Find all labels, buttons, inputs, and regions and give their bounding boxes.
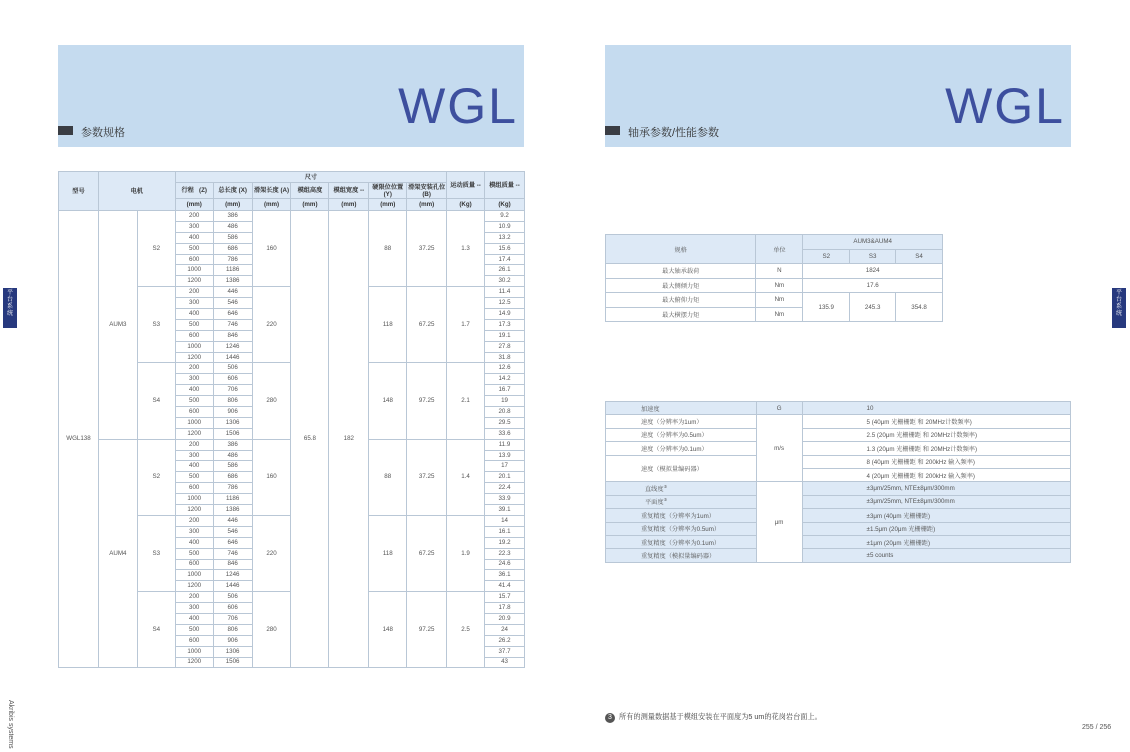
cell-total-length: 1386 bbox=[213, 276, 252, 287]
cell-module-mass: 17 bbox=[485, 461, 525, 472]
bearing-row-label: 最大轴承载荷 bbox=[606, 264, 756, 279]
footnote bbox=[605, 712, 822, 723]
header-slide-length: 滑架长度 (A) bbox=[252, 183, 291, 199]
cell-total-length: 786 bbox=[213, 254, 252, 265]
cell-module-mass: 24 bbox=[485, 624, 525, 635]
cell-mount-hole: 37.25 bbox=[407, 439, 447, 515]
cell-coil: S4 bbox=[137, 363, 175, 439]
page-number: 255 / 256 bbox=[1082, 724, 1112, 731]
cell-stroke: 1200 bbox=[175, 505, 213, 516]
cell-total-length: 1386 bbox=[213, 505, 252, 516]
cell-stroke: 400 bbox=[175, 537, 213, 548]
perf-speed-value: 1.3 (20μm 光栅栅距 和 20MHz计数频率) bbox=[802, 442, 1070, 455]
bearing-header-unit: 单位 bbox=[756, 235, 803, 264]
cell-module-mass: 41.4 bbox=[485, 581, 525, 592]
bearing-moment-s2: 135.9 bbox=[803, 293, 850, 322]
cell-stroke: 400 bbox=[175, 461, 213, 472]
bearing-moment-s4: 354.8 bbox=[896, 293, 943, 322]
cell-stroke: 1000 bbox=[175, 417, 213, 428]
cell-module-mass: 15.6 bbox=[485, 243, 525, 254]
cell-total-length: 706 bbox=[213, 385, 252, 396]
cell-coil: S3 bbox=[137, 287, 175, 363]
cell-slide-length: 220 bbox=[252, 287, 291, 363]
cell-module-mass: 19.1 bbox=[485, 330, 525, 341]
cell-total-length: 1246 bbox=[213, 570, 252, 581]
cell-stroke: 1000 bbox=[175, 570, 213, 581]
cell-stroke: 1000 bbox=[175, 494, 213, 505]
unit-mm: (mm) bbox=[213, 199, 252, 211]
cell-module-mass: 13.2 bbox=[485, 232, 525, 243]
cell-mount-hole: 97.25 bbox=[407, 592, 447, 668]
cell-motor: AUM4 bbox=[98, 439, 137, 668]
cell-slide-length: 160 bbox=[252, 211, 291, 287]
cell-module-mass: 22.3 bbox=[485, 548, 525, 559]
bearing-row-unit: Nm bbox=[756, 293, 803, 308]
header-hard-stop: 硬限位位置 (Y) bbox=[369, 183, 407, 199]
cell-stroke: 500 bbox=[175, 319, 213, 330]
cell-total-length: 1306 bbox=[213, 646, 252, 657]
cell-stroke: 400 bbox=[175, 613, 213, 624]
perf-accel-label: 加速度 bbox=[606, 402, 757, 415]
bearing-row-unit: Nm bbox=[756, 307, 803, 322]
bearing-moment-s3: 245.3 bbox=[850, 293, 896, 322]
cell-module-mass: 33.6 bbox=[485, 428, 525, 439]
cell-coil: S4 bbox=[137, 592, 175, 668]
cell-total-length: 546 bbox=[213, 526, 252, 537]
cell-module-mass: 36.1 bbox=[485, 570, 525, 581]
cell-hard-stop: 148 bbox=[369, 363, 407, 439]
header-total-length: 总长度 (X) bbox=[213, 183, 252, 199]
cell-module-mass: 17.4 bbox=[485, 254, 525, 265]
header-moving-mass: 运动质量 -- bbox=[447, 172, 485, 199]
unit-mm: (mm) bbox=[329, 199, 369, 211]
cell-stroke: 1000 bbox=[175, 646, 213, 657]
cell-total-length: 646 bbox=[213, 309, 252, 320]
right-title-marker bbox=[605, 126, 620, 135]
bearing-row-label: 最大俯仰力矩 bbox=[606, 293, 756, 308]
cell-total-length: 1306 bbox=[213, 417, 252, 428]
cell-stroke: 400 bbox=[175, 385, 213, 396]
header-motor: 电机 bbox=[98, 172, 175, 211]
unit-kg: (Kg) bbox=[485, 199, 525, 211]
perf-accel-value: 10 bbox=[802, 402, 1070, 415]
bearing-row-unit: N bbox=[756, 264, 803, 279]
perf-speed-label: 速度（分辨率为0.1um） bbox=[606, 442, 757, 455]
left-tab-label: 平台系统 bbox=[6, 290, 13, 317]
right-tab-label: 平台系统 bbox=[1115, 290, 1122, 317]
cell-total-length: 786 bbox=[213, 483, 252, 494]
cell-module-mass: 14.9 bbox=[485, 309, 525, 320]
cell-stroke: 1000 bbox=[175, 265, 213, 276]
cell-module-mass: 13.9 bbox=[485, 450, 525, 461]
cell-module-mass: 30.2 bbox=[485, 276, 525, 287]
perf-repeat-label: 重复精度（分辨率为0.5um） bbox=[606, 522, 757, 535]
cell-total-length: 486 bbox=[213, 221, 252, 232]
cell-total-length: 906 bbox=[213, 407, 252, 418]
cell-total-length: 646 bbox=[213, 537, 252, 548]
cell-total-length: 586 bbox=[213, 461, 252, 472]
perf-repeat-value: ±1.5μm (20μm 光栅栅距) bbox=[802, 522, 1070, 535]
cell-total-length: 1186 bbox=[213, 265, 252, 276]
cell-total-length: 906 bbox=[213, 635, 252, 646]
header-dimensions: 尺寸 bbox=[175, 172, 446, 183]
cell-slide-length: 220 bbox=[252, 515, 291, 591]
cell-module-mass: 37.7 bbox=[485, 646, 525, 657]
cell-module-mass: 16.7 bbox=[485, 385, 525, 396]
header-mount-hole: 滑架安装孔位 (B) bbox=[408, 183, 446, 198]
cell-stroke: 400 bbox=[175, 309, 213, 320]
right-header-banner bbox=[605, 45, 1071, 147]
cell-stroke: 1000 bbox=[175, 341, 213, 352]
table-row bbox=[59, 211, 525, 222]
left-section-tab[interactable] bbox=[3, 288, 17, 328]
cell-total-length: 1186 bbox=[213, 494, 252, 505]
cell-stroke: 300 bbox=[175, 450, 213, 461]
cell-mount-hole: 67.25 bbox=[407, 287, 447, 363]
cell-module-mass: 20.9 bbox=[485, 613, 525, 624]
perf-repeat-value: ±5 counts bbox=[802, 549, 1070, 562]
header-module-mass: 模组质量 -- bbox=[485, 172, 525, 199]
right-product-name: WGL bbox=[945, 78, 1065, 134]
bearing-col-s4: S4 bbox=[896, 249, 943, 264]
bearing-row-value: 1824 bbox=[803, 264, 943, 279]
cell-total-length: 586 bbox=[213, 232, 252, 243]
right-section-tab[interactable] bbox=[1112, 288, 1126, 328]
cell-stroke: 200 bbox=[175, 592, 213, 603]
perf-straightness-value: ±3μm/25mm, NTE±8μm/300mm bbox=[802, 482, 1070, 495]
cell-total-length: 846 bbox=[213, 330, 252, 341]
perf-repeat-label: 重复精度（分辨率为0.1um） bbox=[606, 535, 757, 548]
cell-module-width: 182 bbox=[329, 211, 369, 668]
bearing-row-value: 17.6 bbox=[803, 278, 943, 293]
cell-slide-length: 280 bbox=[252, 592, 291, 668]
footnote-number: 3 bbox=[605, 713, 615, 723]
perf-speed-analog-value: 4 (20μm 光栅栅距 和 200kHz 输入频率) bbox=[802, 468, 1070, 481]
unit-mm: (mm) bbox=[369, 199, 407, 211]
cell-stroke: 600 bbox=[175, 559, 213, 570]
perf-speed-label: 速度（分辨率为0.5um） bbox=[606, 428, 757, 441]
cell-stroke: 600 bbox=[175, 407, 213, 418]
footnote-text: 所有的测量数据基于模组安装在平面度为5 um的花岗岩台面上。 bbox=[619, 712, 822, 721]
perf-straightness-label: 直线度③ bbox=[606, 482, 757, 495]
spec-table-body bbox=[59, 211, 525, 668]
cell-total-length: 806 bbox=[213, 396, 252, 407]
cell-stroke: 500 bbox=[175, 472, 213, 483]
cell-motor: AUM3 bbox=[98, 211, 137, 440]
bearing-row-label: 最大横摆力矩 bbox=[606, 307, 756, 322]
left-section-title: 参数规格 bbox=[81, 127, 125, 139]
cell-module-mass: 24.6 bbox=[485, 559, 525, 570]
cell-total-length: 606 bbox=[213, 603, 252, 614]
perf-speed-analog-value: 8 (40μm 光栅栅距 和 200kHz 输入频率) bbox=[802, 455, 1070, 468]
cell-total-length: 1446 bbox=[213, 352, 252, 363]
perf-speed-unit: m/s bbox=[756, 415, 802, 482]
cell-total-length: 686 bbox=[213, 243, 252, 254]
unit-mm: (mm) bbox=[291, 199, 329, 211]
cell-coil: S3 bbox=[137, 515, 175, 591]
cell-module-mass: 27.8 bbox=[485, 341, 525, 352]
bearing-col-s3: S3 bbox=[850, 249, 896, 264]
cell-total-length: 1506 bbox=[213, 657, 252, 668]
cell-module-mass: 19.2 bbox=[485, 537, 525, 548]
bearing-row-label: 最大侧倾力矩 bbox=[606, 278, 756, 293]
cell-module-mass: 16.1 bbox=[485, 526, 525, 537]
cell-module-mass: 22.4 bbox=[485, 483, 525, 494]
cell-module-mass: 39.1 bbox=[485, 505, 525, 516]
cell-total-length: 686 bbox=[213, 472, 252, 483]
cell-hard-stop: 148 bbox=[369, 592, 407, 668]
cell-module-mass: 19 bbox=[485, 396, 525, 407]
cell-stroke: 1200 bbox=[175, 428, 213, 439]
unit-mm: (mm) bbox=[175, 199, 213, 211]
cell-hard-stop: 118 bbox=[369, 515, 407, 591]
performance-table bbox=[605, 401, 1071, 563]
cell-module-mass: 14.2 bbox=[485, 374, 525, 385]
header-module-width: 模组宽度 -- bbox=[329, 183, 369, 199]
cell-stroke: 300 bbox=[175, 374, 213, 385]
cell-slide-length: 280 bbox=[252, 363, 291, 439]
cell-module-mass: 29.5 bbox=[485, 417, 525, 428]
cell-total-length: 386 bbox=[213, 211, 252, 222]
cell-hard-stop: 118 bbox=[369, 287, 407, 363]
cell-stroke: 200 bbox=[175, 515, 213, 526]
unit-kg: (Kg) bbox=[447, 199, 485, 211]
cell-stroke: 200 bbox=[175, 439, 213, 450]
cell-module-mass: 11.9 bbox=[485, 439, 525, 450]
cell-mount-hole: 67.25 bbox=[407, 515, 447, 591]
cell-stroke: 600 bbox=[175, 330, 213, 341]
bearing-table bbox=[605, 234, 943, 322]
cell-moving-mass: 2.1 bbox=[447, 363, 485, 439]
cell-module-mass: 20.1 bbox=[485, 472, 525, 483]
perf-speed-value: 5 (40μm 光栅栅距 和 20MHz计数频率) bbox=[802, 415, 1070, 428]
cell-total-length: 446 bbox=[213, 515, 252, 526]
cell-total-length: 706 bbox=[213, 613, 252, 624]
header-stroke: 行程 (Z) bbox=[175, 183, 213, 199]
brand-side-label: Akribis systems bbox=[7, 700, 14, 749]
cell-coil: S2 bbox=[137, 439, 175, 515]
cell-total-length: 546 bbox=[213, 298, 252, 309]
bearing-header-group: AUM3&AUM4 bbox=[803, 235, 943, 250]
cell-module-mass: 12.6 bbox=[485, 363, 525, 374]
unit-mm: (mm) bbox=[407, 199, 447, 211]
cell-stroke: 1200 bbox=[175, 276, 213, 287]
cell-total-length: 506 bbox=[213, 592, 252, 603]
cell-stroke: 600 bbox=[175, 635, 213, 646]
bearing-col-s2: S2 bbox=[803, 249, 850, 264]
cell-stroke: 500 bbox=[175, 396, 213, 407]
cell-stroke: 300 bbox=[175, 526, 213, 537]
perf-speed-analog-label: 速度（模拟量编码器） bbox=[606, 455, 757, 482]
cell-mount-hole: 97.25 bbox=[407, 363, 447, 439]
perf-speed-label: 速度（分辨率为1um） bbox=[606, 415, 757, 428]
cell-total-length: 486 bbox=[213, 450, 252, 461]
bearing-row-unit: Nm bbox=[756, 278, 803, 293]
cell-coil: S2 bbox=[137, 211, 175, 287]
cell-module-mass: 33.9 bbox=[485, 494, 525, 505]
cell-module-mass: 26.2 bbox=[485, 635, 525, 646]
cell-moving-mass: 1.3 bbox=[447, 211, 485, 287]
perf-flatness-label: 平面度③ bbox=[606, 495, 757, 508]
right-section-title: 轴承参数/性能参数 bbox=[628, 127, 720, 139]
cell-stroke: 300 bbox=[175, 221, 213, 232]
perf-accuracy-unit: μm bbox=[756, 482, 802, 562]
cell-module-mass: 20.8 bbox=[485, 407, 525, 418]
perf-repeat-value: ±3μm (40μm 光栅栅距) bbox=[802, 509, 1070, 522]
cell-stroke: 600 bbox=[175, 483, 213, 494]
unit-mm: (mm) bbox=[252, 199, 291, 211]
perf-repeat-label: 重复精度（分辨率为1um） bbox=[606, 509, 757, 522]
perf-repeat-value: ±1μm (20μm 光栅栅距) bbox=[802, 535, 1070, 548]
cell-total-length: 746 bbox=[213, 548, 252, 559]
cell-moving-mass: 1.7 bbox=[447, 287, 485, 363]
perf-repeat-label: 重复精度（模拟量编码器） bbox=[606, 549, 757, 562]
cell-module-mass: 31.8 bbox=[485, 352, 525, 363]
bearing-header-spec: 规格 bbox=[606, 235, 756, 264]
cell-stroke: 1200 bbox=[175, 657, 213, 668]
cell-stroke: 500 bbox=[175, 243, 213, 254]
cell-hard-stop: 88 bbox=[369, 439, 407, 515]
cell-model: WGL138 bbox=[59, 211, 99, 668]
cell-stroke: 300 bbox=[175, 603, 213, 614]
cell-module-mass: 11.4 bbox=[485, 287, 525, 298]
cell-moving-mass: 1.4 bbox=[447, 439, 485, 515]
cell-module-mass: 15.7 bbox=[485, 592, 525, 603]
perf-speed-value: 2.5 (20μm 光栅栅距 和 20MHz计数频率) bbox=[802, 428, 1070, 441]
cell-total-length: 746 bbox=[213, 319, 252, 330]
cell-total-length: 386 bbox=[213, 439, 252, 450]
cell-stroke: 300 bbox=[175, 298, 213, 309]
cell-total-length: 506 bbox=[213, 363, 252, 374]
cell-module-mass: 43 bbox=[485, 657, 525, 668]
perf-accel-unit: G bbox=[756, 402, 802, 415]
header-model: 型号 bbox=[59, 172, 99, 211]
cell-stroke: 500 bbox=[175, 624, 213, 635]
left-product-name: WGL bbox=[398, 78, 518, 134]
cell-stroke: 600 bbox=[175, 254, 213, 265]
perf-flatness-value: ±3μm/25mm, NTE±8μm/300mm bbox=[802, 495, 1070, 508]
cell-stroke: 400 bbox=[175, 232, 213, 243]
cell-hard-stop: 88 bbox=[369, 211, 407, 287]
cell-module-mass: 9.2 bbox=[485, 211, 525, 222]
cell-total-length: 446 bbox=[213, 287, 252, 298]
cell-module-mass: 17.8 bbox=[485, 603, 525, 614]
cell-moving-mass: 2.5 bbox=[447, 592, 485, 668]
cell-stroke: 500 bbox=[175, 548, 213, 559]
cell-moving-mass: 1.9 bbox=[447, 515, 485, 591]
left-header-banner bbox=[58, 45, 524, 147]
cell-total-length: 806 bbox=[213, 624, 252, 635]
cell-total-length: 1246 bbox=[213, 341, 252, 352]
cell-total-length: 606 bbox=[213, 374, 252, 385]
cell-total-length: 1446 bbox=[213, 581, 252, 592]
cell-module-height: 65.8 bbox=[291, 211, 329, 668]
cell-slide-length: 160 bbox=[252, 439, 291, 515]
cell-module-mass: 12.5 bbox=[485, 298, 525, 309]
header-module-height: 模组高度 bbox=[291, 183, 329, 199]
cell-mount-hole: 37.25 bbox=[407, 211, 447, 287]
left-title-marker bbox=[58, 126, 73, 135]
cell-module-mass: 10.9 bbox=[485, 221, 525, 232]
cell-stroke: 200 bbox=[175, 287, 213, 298]
cell-module-mass: 17.3 bbox=[485, 319, 525, 330]
cell-stroke: 200 bbox=[175, 211, 213, 222]
spec-table bbox=[58, 171, 525, 668]
cell-stroke: 1200 bbox=[175, 352, 213, 363]
cell-module-mass: 14 bbox=[485, 515, 525, 526]
cell-total-length: 1506 bbox=[213, 428, 252, 439]
cell-stroke: 1200 bbox=[175, 581, 213, 592]
cell-total-length: 846 bbox=[213, 559, 252, 570]
cell-stroke: 200 bbox=[175, 363, 213, 374]
cell-module-mass: 26.1 bbox=[485, 265, 525, 276]
